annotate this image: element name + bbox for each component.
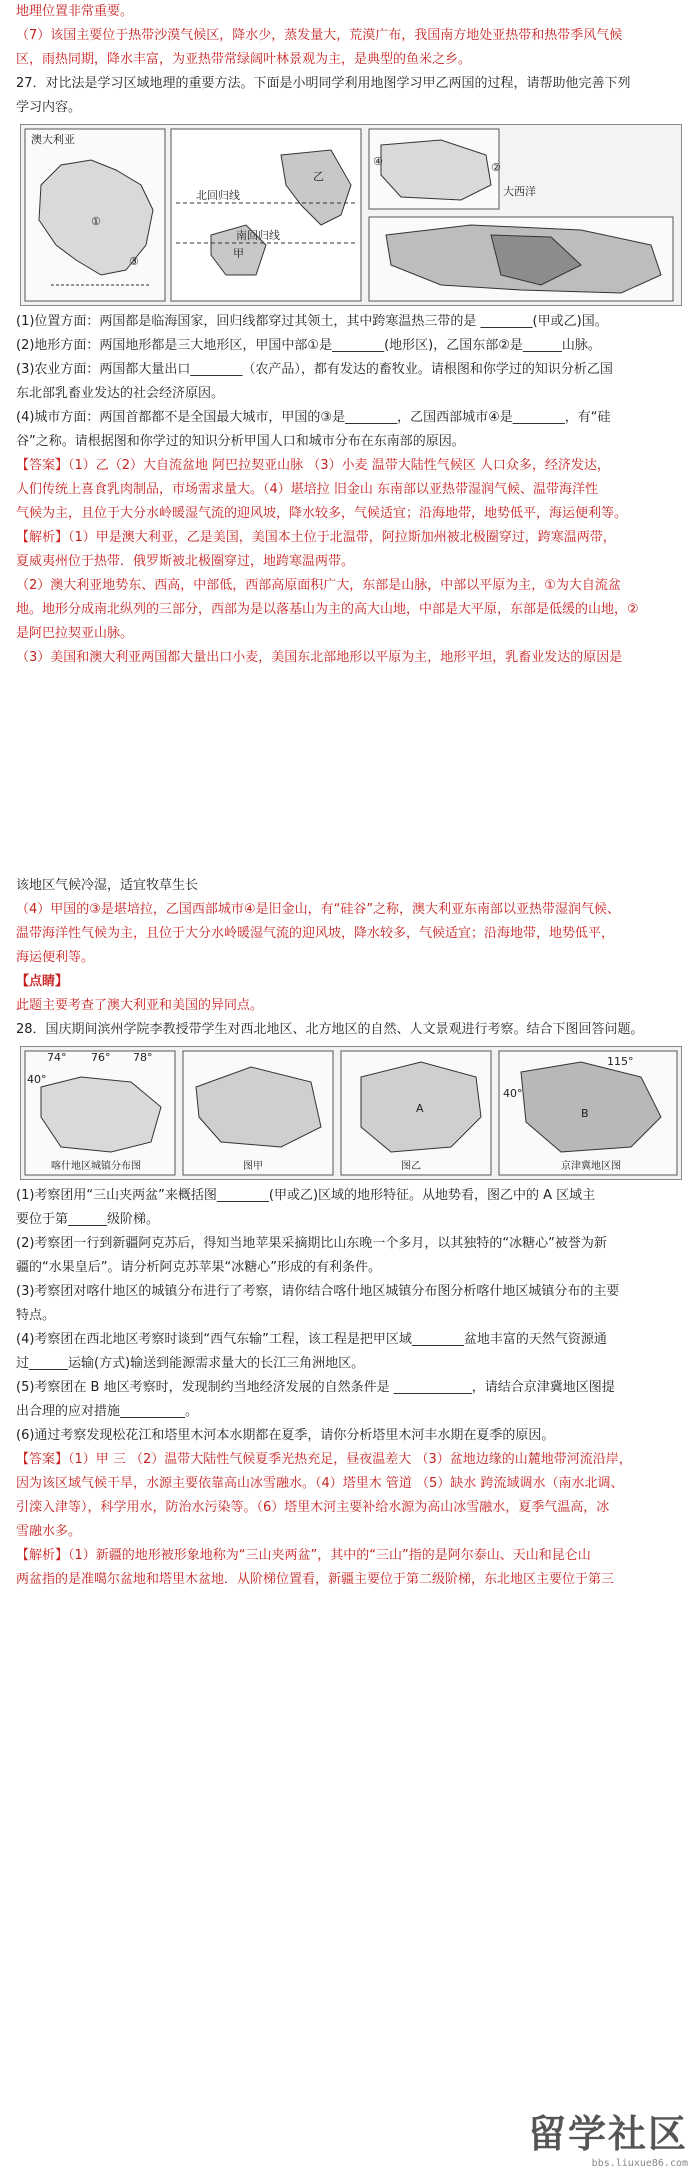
q27-analysis: 【解析】（1）甲是澳大利亚，乙是美国，美国本土位于北温带，阿拉斯加州被北极圈穿过，跨寒温两带，: [16, 530, 616, 545]
q28-part5: (5)考察团在 B 地区考察时，发现制约当地经济发展的自然条件是 ____________，请结合京津冀地区图提: [16, 1380, 615, 1395]
q28-part6: (6)通过考察发现松花江和塔里木河本水期都在夏季，请你分析塔里木河丰水期在夏季的原因。: [16, 1428, 555, 1443]
q28-part2: (2)考察团一行到新疆阿克苏后，得知当地苹果采摘期比山东晚一个多月，以其独特的“冰糖心”被誉为新: [16, 1236, 607, 1251]
watermark-url: bbs.liuxue86.com: [591, 2158, 688, 2169]
text-line: 温带海洋性气候为主，且位于大分水岭暖湿气流的迎风坡，降水较多，气候适宜；沿海地带，地势低平，: [16, 926, 615, 941]
circle-3-label: ③: [129, 255, 139, 268]
text-line: 出合理的应对措施__________。: [16, 1404, 199, 1419]
yi-country-label: 乙: [313, 170, 324, 183]
watermark-brand: 留学社区: [527, 2112, 688, 2156]
text-line: （4）甲国的③是堪培拉，乙国西部城市④是旧金山，有“硅谷”之称，澳大利亚东南部以亚热带湿润气候、: [16, 902, 621, 917]
q28-analysis: 【解析】（1）新疆的地形被形象地称为“三山夹两盆”，其中的“三山”指的是阿尔泰山、天山和昆仑山: [16, 1548, 591, 1563]
text-line: 疆的“水果皇后”。请分析阿克苏苹果“冰糖心”形成的有利条件。: [16, 1260, 381, 1275]
text-line: 此题主要考查了澳大利亚和美国的异同点。: [16, 998, 264, 1013]
q27-part2: (2)地形方面：两国地形都是三大地形区，甲国中部①是________(地形区)，乙国东部②是______山脉。: [16, 338, 601, 353]
text-line: 海运便利等。: [16, 950, 95, 965]
text-line: 东北部乳畜业发达的社会经济原因。: [16, 386, 225, 401]
text-line: 过______运输(方式)输送到能源需求量大的长江三角洲地区。: [16, 1356, 365, 1371]
lon-78-label: 78°: [133, 1051, 153, 1064]
north-tropic-label: 北回归线: [196, 189, 240, 202]
text-line: 特点。: [16, 1308, 56, 1323]
text-line: （3）美国和澳大利亚两国都大量出口小麦，美国东北部地形以平原为主，地形平坦，乳畜业发达的原因是: [16, 650, 623, 665]
northwest-china-map-figure: [20, 1046, 682, 1180]
site-watermark: [528, 2103, 688, 2169]
jjj-lat-label: 40°: [503, 1087, 523, 1100]
map-figure-svg: [21, 125, 681, 305]
text-line: 地。地形分成南北纵列的三部分，西部为是以落基山为主的高大山地，中部是大平原，东部是低缓的山地，②: [16, 602, 639, 617]
text-line: 区，雨热同期，降水丰富，为亚热带常绿阔叶林景观为主，是典型的鱼米之乡。: [16, 52, 472, 67]
q27-comment-tag: 【点睛】: [16, 974, 69, 989]
lon-76-label: 76°: [91, 1051, 111, 1064]
text-line: 因为该区域气候干旱，水源主要依靠高山冰雪融水。（4）塔里木 管道 （5）缺水 跨流域调水（南水北调、: [16, 1476, 624, 1491]
q27-part3: (3)农业方面：两国都大量出口________（农产品），都有发达的畜牧业。请根图和你学过的知识分析乙国: [16, 362, 613, 377]
text-line: 学习内容。: [16, 100, 82, 115]
text-line: （2）澳大利亚地势东、西高，中部低，西部高原面积广大，东部是山脉，中部以平原为主，①为大自流盆: [16, 578, 621, 593]
text-line: （7）该国主要位于热带沙漠气候区，降水少，蒸发量大，荒漠广布，我国南方地处亚热带和热带季风气候: [16, 28, 623, 43]
australia-map-title: 澳大利亚: [31, 133, 75, 146]
text-line: 该地区气候冷湿，适宜牧草生长: [16, 878, 199, 893]
fig-yi-caption: 图乙: [401, 1161, 421, 1172]
text-line: 雪融水多。: [16, 1524, 82, 1539]
lat-40-label: 40°: [27, 1073, 47, 1086]
text-line: 夏威夷州位于热带．俄罗斯被北极圈穿过，地跨寒温两带。: [16, 554, 355, 569]
jjj-map-caption: 京津冀地区图: [561, 1161, 621, 1172]
q28-part3: (3)考察团对喀什地区的城镇分布进行了考察，请你结合喀什地区城镇分布图分析喀什地区城镇分布的主要: [16, 1284, 620, 1299]
q27-part1: (1)位置方面：两国都是临海国家，回归线都穿过其领土，其中跨寒温热三带的是 ________(甲或乙)国。: [16, 314, 608, 329]
south-tropic-label: 南回归线: [236, 229, 280, 242]
text-line: 引滦入津等），科学用水，防治水污染等。（6）塔里木河主要补给水源为高山冰雪融水，夏季气温高，冰: [16, 1500, 610, 1515]
text-line: 地理位置非常重要。: [16, 4, 134, 19]
text-line: 人们传统上喜食乳肉制品，市场需求量大。（4）堪培拉 旧金山 东南部以亚热带湿润气候、温带海洋性: [16, 482, 599, 497]
kashi-map-caption: 喀什地区城镇分布图: [51, 1161, 141, 1172]
circle-2-label: ②: [491, 161, 501, 174]
text-line: 要位于第______级阶梯。: [16, 1212, 160, 1227]
q28-part1: (1)考察团用“三山夹两盆”来概括图________(甲或乙)区域的地形特征。从地势看，图乙中的 A 区域主: [16, 1188, 596, 1203]
circle-4-label: ④: [373, 155, 383, 168]
jjj-lon-label: 115°: [607, 1055, 634, 1068]
map-figure-2-svg: [21, 1047, 681, 1179]
area-a-label: A: [416, 1102, 424, 1115]
lon-74-label: 74°: [47, 1051, 67, 1064]
jia-country-label: 甲: [233, 247, 244, 260]
fig-jia-caption: 图甲: [243, 1161, 263, 1172]
question-27-stem: 27．对比法是学习区域地理的重要方法。下面是小明同学利用地图学习甲乙两国的过程，请帮助他完善下列: [16, 76, 631, 91]
atlantic-ocean-label: 大西洋: [503, 185, 536, 198]
q27-answer: 【答案】（1）乙（2）大自流盆地 阿巴拉契亚山脉 （3）小麦 温带大陆性气候区 人口众多，经济发达，: [16, 458, 610, 473]
area-b-label: B: [581, 1107, 589, 1120]
q28-part4: (4)考察团在西北地区考察时谈到“西气东输”工程，该工程是把甲区域________盆地丰富的天然气资源通: [16, 1332, 607, 1347]
text-line: 谷”之称。请根据图和你学过的知识分析甲国人口和城市分布在东南部的原因。: [16, 434, 465, 449]
text-line: 气候为主，且位于大分水岭暖湿气流的迎风坡，降水较多，气候适宜；沿海地带，地势低平，海运便利等。: [16, 506, 628, 521]
question-28-stem: 28．国庆期间滨州学院李教授带学生对西北地区、北方地区的自然、人文景观进行考察。结合下图回答问题。: [16, 1022, 644, 1037]
q27-part4: (4)城市方面：两国首都都不是全国最大城市，甲国的③是________，乙国西部城市④是________，有“硅: [16, 410, 611, 425]
circle-1-label: ①: [91, 215, 101, 228]
text-line: 是阿巴拉契亚山脉。: [16, 626, 134, 641]
text-line: 两盆指的是准噶尔盆地和塔里木盆地．从阶梯位置看，新疆主要位于第二级阶梯，东北地区主要位于第三: [16, 1572, 615, 1587]
q28-answer: 【答案】（1）甲 三 （2）温带大陆性气候夏季光热充足，昼夜温差大 （3）盆地边缘的山麓地带河流沿岸，: [16, 1452, 632, 1467]
australia-usa-map-figure: [20, 124, 682, 306]
